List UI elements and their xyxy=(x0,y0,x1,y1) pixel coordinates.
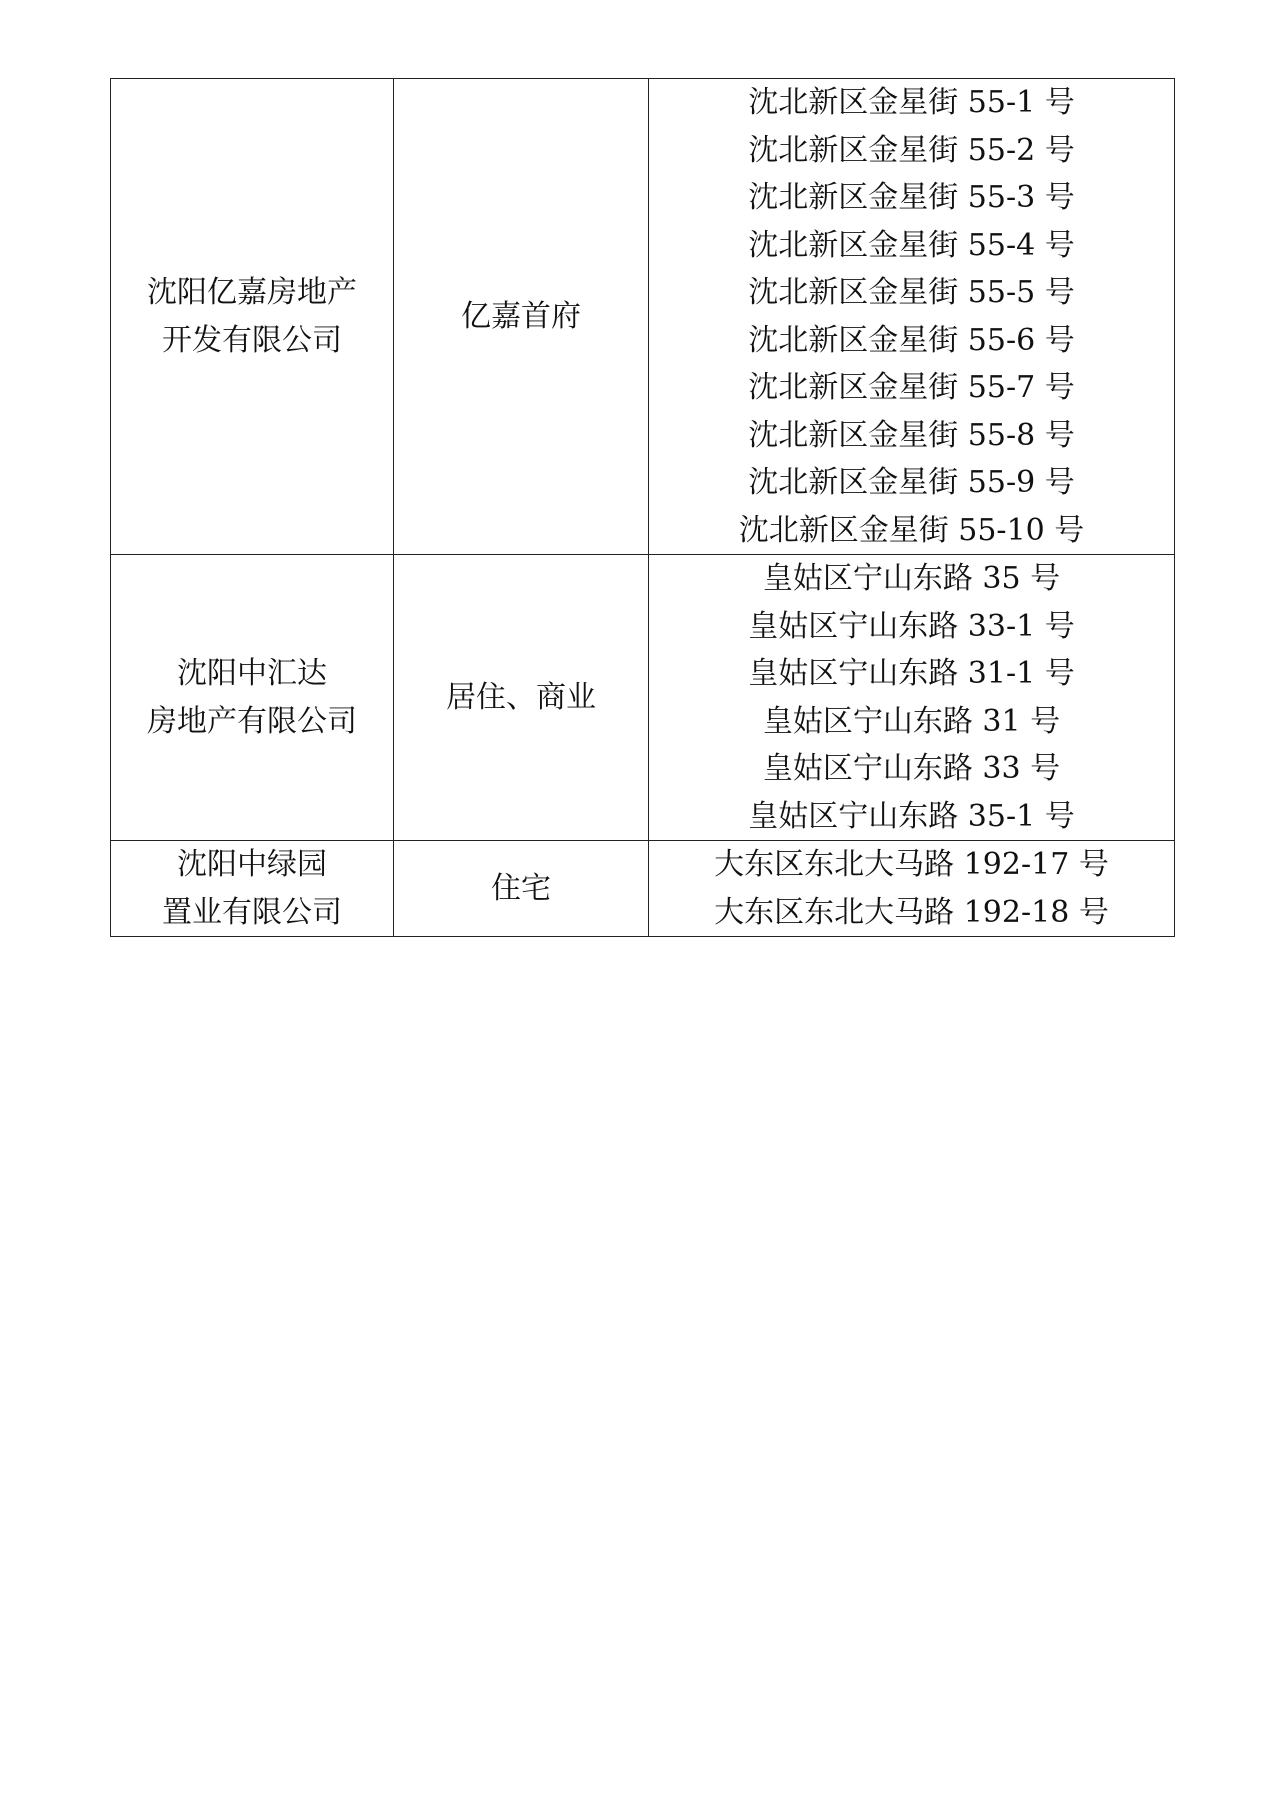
address-line: 皇姑区宁山东路 33-1 号 xyxy=(748,608,1075,644)
company-name-line: 开发有限公司 xyxy=(162,322,342,358)
property-table xyxy=(110,78,1175,937)
project-name: 亿嘉首府 xyxy=(461,298,581,334)
table-row xyxy=(111,79,1175,555)
company-name-line: 沈阳中汇达 xyxy=(177,656,327,691)
project-cell xyxy=(394,841,649,937)
address-line: 沈北新区金星街 55-4 号 xyxy=(748,227,1075,263)
company-cell xyxy=(111,555,394,841)
company-name-line: 沈阳亿嘉房地产 xyxy=(147,275,357,310)
address-cell xyxy=(649,79,1175,555)
address-line: 沈北新区金星街 55-7 号 xyxy=(748,370,1075,405)
address-line: 沈北新区金星街 55-8 号 xyxy=(748,417,1075,453)
address-cell xyxy=(649,555,1175,841)
address-line: 皇姑区宁山东路 31 号 xyxy=(762,703,1061,739)
company-name-line: 置业有限公司 xyxy=(162,894,342,930)
project-name: 住宅 xyxy=(491,870,551,906)
address-cell xyxy=(649,841,1175,937)
company-name-line: 沈阳中绿园 xyxy=(177,847,327,882)
project-cell xyxy=(394,79,649,555)
company-cell xyxy=(111,841,394,937)
project-name: 居住、商业 xyxy=(446,679,596,715)
project-cell xyxy=(394,555,649,841)
address-line: 皇姑区宁山东路 31-1 号 xyxy=(748,656,1075,691)
address-line: 沈北新区金星街 55-9 号 xyxy=(748,465,1075,500)
company-name-line: 房地产有限公司 xyxy=(147,703,357,739)
address-line: 沈北新区金星街 55-10 号 xyxy=(738,512,1085,548)
company-cell xyxy=(111,79,394,555)
address-line: 沈北新区金星街 55-1 号 xyxy=(748,85,1075,120)
address-line: 沈北新区金星街 55-6 号 xyxy=(748,322,1075,358)
address-line: 皇姑区宁山东路 35 号 xyxy=(762,561,1061,596)
address-line: 沈北新区金星街 55-2 号 xyxy=(748,132,1075,168)
address-line: 皇姑区宁山东路 33 号 xyxy=(762,751,1061,786)
table-row xyxy=(111,841,1175,937)
address-line: 沈北新区金星街 55-3 号 xyxy=(748,180,1075,215)
address-line: 沈北新区金星街 55-5 号 xyxy=(748,275,1075,310)
address-line: 皇姑区宁山东路 35-1 号 xyxy=(748,798,1075,834)
table-row xyxy=(111,555,1175,841)
address-line: 大东区东北大马路 192-17 号 xyxy=(714,847,1109,882)
address-line: 大东区东北大马路 192-18 号 xyxy=(714,894,1109,930)
